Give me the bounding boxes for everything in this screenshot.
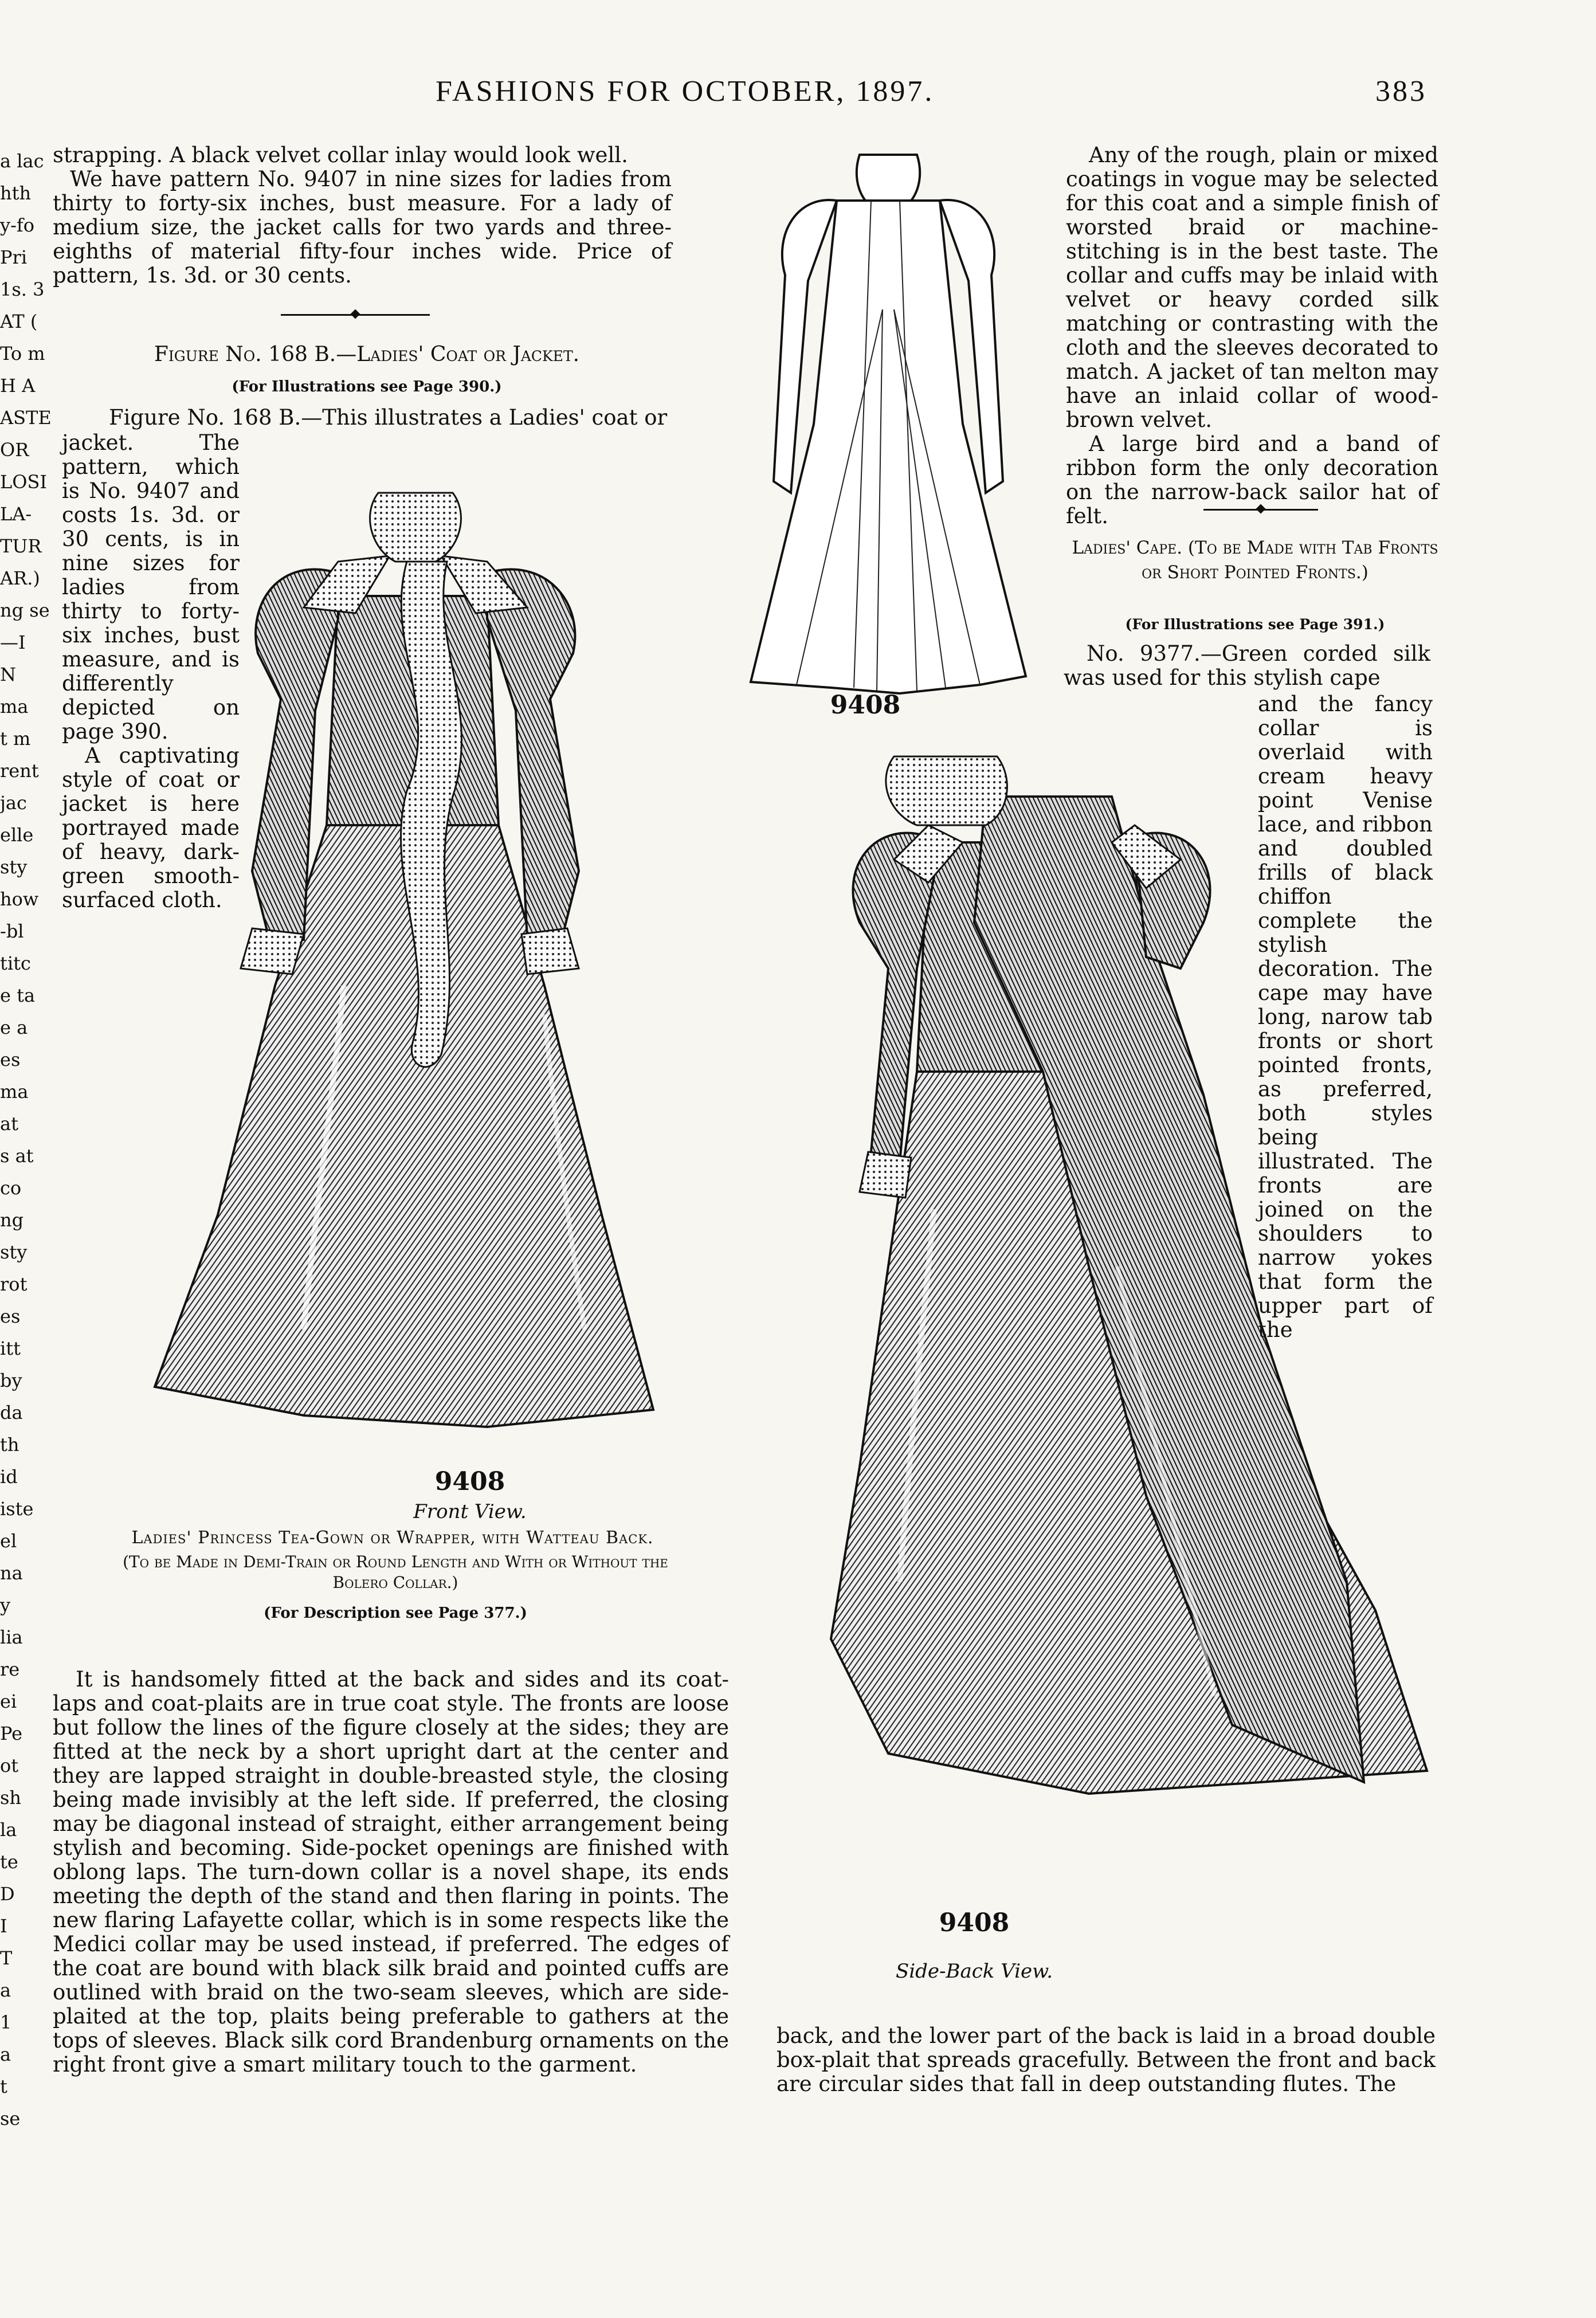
edge-fragment: N	[0, 664, 16, 685]
edge-fragment: es	[0, 1049, 21, 1070]
edge-fragment: t	[0, 2076, 7, 2097]
edge-fragment: elle	[0, 824, 34, 846]
cape-intro-lines	[1064, 642, 1430, 690]
side-back-view-label: Side-Back View.	[895, 1960, 1053, 1983]
side-back-figure-number: 9408	[939, 1908, 1010, 1937]
col3-top-para2: A large bird and a band of ribbon form the only decoration on the narrow-back sailor hat of felt.	[1066, 432, 1438, 528]
edge-fragment: itt	[0, 1338, 21, 1359]
edge-fragment: T	[0, 1947, 13, 1969]
col1-top-para1: strapping. A black velvet collar inlay would look well.	[53, 143, 628, 167]
edge-fragment: how	[0, 888, 39, 910]
edge-fragment: a	[0, 1979, 11, 2001]
bottom-right-text: back, and the lower part of the back is laid in a broad double box-plait that spreads gracefully. Between the front and back are circular sides that fall in deep outstanding flutes. The	[777, 2023, 1436, 2096]
edge-fragment: -bl	[0, 920, 24, 942]
edge-fragment: OR	[0, 439, 29, 461]
cape-narrow-column	[1258, 692, 1433, 1342]
edge-fragment: at	[0, 1113, 18, 1135]
figure-168b-para1-first: Figure No. 168 B.—This illustrates a Ladies' coat or	[109, 405, 668, 430]
edge-fragment: id	[0, 1466, 18, 1488]
edge-fragment: da	[0, 1402, 23, 1423]
edge-fragment: co	[0, 1177, 22, 1199]
edge-fragment: —I	[0, 632, 26, 653]
front-figure-description-ref: (For Description see Page 377.)	[264, 1605, 527, 1622]
edge-fragment: 1	[0, 2011, 12, 2033]
edge-fragment: ASTE	[0, 407, 52, 429]
col3-top-para1: Any of the rough, plain or mixed coatings in vogue may be selected for this coat and a simple finish of worsted braid or machine-stitching is in the best taste. The collar and cuffs may be inlaid with velvet or heavy corded silk matching or contrasting with the cloth and the sleeves decorated to match. A jacket of tan melton may have an inlaid collar of wood-brown velvet.	[1066, 143, 1438, 432]
figure-168b-heading: Figure No. 168 B.—Ladies' Coat or Jacket.	[154, 343, 580, 366]
figure-168b-intro-line	[86, 406, 673, 430]
edge-fragment: rent	[0, 760, 39, 782]
edge-fragment: Pri	[0, 246, 28, 268]
edge-fragment: y-fo	[0, 214, 34, 236]
edge-fragment: na	[0, 1562, 23, 1584]
edge-fragment: th	[0, 1434, 19, 1456]
edge-fragment: titc	[0, 952, 31, 974]
edge-fragment: s at	[0, 1145, 34, 1167]
edge-fragment: LA-	[0, 503, 32, 525]
edge-fragment: e ta	[0, 985, 36, 1006]
edge-fragment: a	[0, 2044, 11, 2065]
col1-bottom-text: It is handsomely fitted at the back and sides and its coat-laps and coat-plaits are in true coat style. The fronts are loose but follow the lines of the figure closely at the sides; they are fitted at the neck by a short upright dart at the center and they are lapped straight in double-breasted style, the closing being made invisibly at the left side. If preferred, the closing may be diagonal instead of straight, either arrangement being stylish and becoming. Side-pocket openings are finished with oblong laps. The turn-down collar is a novel shape, its ends meeting the depth of the stand and then flaring in points. The new flaring Lafayette collar, which is in some respects like the Medici collar may be used instead, if preferred. The edges of the coat are bound with black silk braid and pointed cuffs are outlined with braid on the two-seam sleeves, which are side-plaited at the top, plaits being preferable to gathers at the tops of sleeves. Black silk cord Brandenburg ornaments on the right front give a smart military touch to the garment.	[53, 1667, 729, 2077]
col1-top-text	[53, 143, 672, 288]
cape-subheading: (For Illustrations see Page 391.)	[1125, 616, 1385, 633]
cape-para-first: No. 9377.—Green corded silk was used for this stylish cape	[1064, 641, 1430, 690]
edge-fragment: te	[0, 1851, 18, 1873]
edge-fragment: AT (	[0, 311, 38, 332]
front-figure-caption-2: (To be Made in Demi-Train or Round Length and With or Without the Bolero Collar.)	[123, 1552, 668, 1592]
edge-fragment: 1s. 3	[0, 279, 45, 300]
edge-fragment: la	[0, 1819, 17, 1841]
divider-ornament	[351, 309, 360, 319]
edge-fragment: ei	[0, 1691, 17, 1712]
page-number: 383	[1375, 75, 1427, 108]
edge-fragment: el	[0, 1530, 17, 1552]
cape-heading: Ladies' Cape. (To be Made with Tab Fronts or Short Pointed Fronts.)	[1072, 538, 1438, 583]
figure-168b-para1: jacket. The pattern, which is No. 9407 and costs 1s. 3d. or 30 cents, is in nine sizes for ladies from thirty to forty-six inches, bust measure, and is differently depicted on page 390.	[62, 430, 240, 744]
page-header-title: FASHIONS FOR OCTOBER, 1897.	[436, 75, 935, 108]
figure-168b-para2: A captivating style of coat or jacket is here portrayed made of heavy, dark-green smooth-surfaced cloth.	[62, 743, 240, 912]
edge-fragment: sty	[0, 1241, 28, 1263]
edge-fragment: AR.)	[0, 567, 40, 589]
edge-fragment: TUR	[0, 535, 42, 557]
edge-fragment: H A	[0, 375, 36, 397]
edge-fragment: e a	[0, 1017, 28, 1038]
edge-fragment: y	[0, 1594, 11, 1616]
col1-top-para2: We have pattern No. 9407 in nine sizes for ladies from thirty to forty-six inches, bust measure. For a lady of medium size, the jacket calls for two yards and three-eighths of material fifty-four inches wide. Price of pattern, 1s. 3d. or 30 cents.	[53, 167, 672, 288]
edge-fragment: se	[0, 2108, 21, 2129]
edge-fragment: I	[0, 1915, 7, 1937]
edge-fragment: a lac	[0, 150, 44, 172]
edge-fragment: t m	[0, 728, 31, 750]
back-sketch-number: 9408	[830, 691, 901, 720]
edge-fragment: LOSI	[0, 471, 48, 493]
edge-fragment: sh	[0, 1787, 22, 1809]
back-outline-illustration	[728, 138, 1049, 711]
front-figure-number: 9408	[434, 1467, 505, 1496]
edge-fragment: jac	[0, 792, 27, 814]
edge-fragment: es	[0, 1305, 21, 1327]
edge-fragment: iste	[0, 1498, 34, 1520]
edge-fragment: ng	[0, 1209, 24, 1231]
edge-fragment: lia	[0, 1626, 23, 1648]
cape-para: and the fancy collar is overlaid with cream heavy point Venise lace, and ribbon and doubled frills of black chiffon complete the stylish decoration. The cape may have long, narow tab fronts or short pointed fronts, as preferred, both styles being illustrated. The fronts are joined on the shoulders to narrow yokes that form the upper part of the	[1258, 692, 1433, 1342]
edge-fragment: hth	[0, 182, 32, 204]
col3-top-text	[1066, 143, 1438, 528]
edge-fragment: ma	[0, 1081, 29, 1103]
edge-fragment: ng se	[0, 599, 50, 621]
edge-fragment: rot	[0, 1273, 28, 1295]
front-view-label: Front View.	[413, 1500, 527, 1523]
figure-168b-subheading: (For Illustrations see Page 390.)	[232, 378, 502, 395]
edge-fragment: D	[0, 1883, 15, 1905]
edge-fragment: sty	[0, 856, 28, 878]
edge-fragment: by	[0, 1370, 22, 1391]
edge-fragment: re	[0, 1658, 20, 1680]
edge-fragment: To m	[0, 343, 45, 364]
front-view-illustration	[86, 470, 745, 1473]
edge-fragment: Pe	[0, 1723, 23, 1744]
front-figure-caption: Ladies' Princess Tea-Gown or Wrapper, with Watteau Back.	[131, 1528, 654, 1548]
edge-fragment: ma	[0, 696, 29, 717]
edge-fragment: ot	[0, 1755, 19, 1776]
